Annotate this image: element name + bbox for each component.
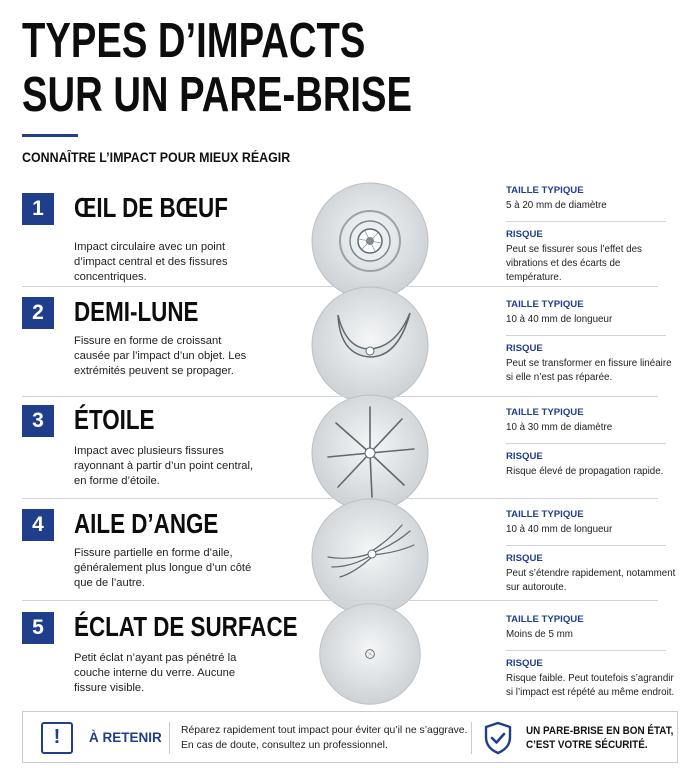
impact-name: ŒIL DE BŒUF — [74, 192, 228, 223]
exclamation-icon: ! — [41, 722, 73, 754]
impact-details — [506, 614, 676, 700]
risk-label: RISQUE — [506, 658, 543, 669]
impact-name: AILE D’ANGE — [74, 508, 219, 539]
impact-details — [506, 299, 676, 385]
reminder-box — [22, 711, 678, 763]
details-divider — [506, 650, 666, 651]
impact-description: Fissure en forme de croissant causée par l’impact d’un objet. Les extrémités peuvent se propager. — [74, 335, 247, 377]
impact-number: 3 — [22, 405, 54, 437]
size-label: TAILLE TYPIQUE — [506, 509, 584, 520]
impact-description: Impact avec plusieurs fissures rayonnant à partir d’un point central, en forme d’étoile. — [74, 445, 254, 487]
title-underline — [22, 134, 78, 137]
impact-description: Impact circulaire avec un point d’impact central et des fissures concentriques. — [74, 241, 228, 283]
size-value: 10 à 40 mm de longueur — [506, 524, 613, 535]
impact-details — [506, 185, 676, 285]
impact-details — [506, 509, 676, 595]
details-divider — [506, 221, 666, 222]
impact-details — [506, 407, 676, 479]
size-label: TAILLE TYPIQUE — [506, 299, 584, 310]
page-title — [22, 14, 537, 122]
impact-name: ÉCLAT DE SURFACE — [74, 611, 298, 642]
impact-number: 1 — [22, 193, 54, 225]
reminder-line-1: Réparez rapidement tout impact pour éviter qu’il ne s’aggrave. — [181, 725, 468, 736]
reminder-heading: À RETENIR — [89, 730, 162, 745]
half-moon-impact-illustration — [310, 285, 430, 405]
size-label: TAILLE TYPIQUE — [506, 407, 584, 418]
details-divider — [506, 335, 666, 336]
footer-divider — [471, 722, 472, 754]
reminder-text — [181, 723, 471, 753]
size-value: Moins de 5 mm — [506, 629, 573, 640]
footer-divider — [169, 722, 170, 754]
slogan-line-2: C’EST VOTRE SÉCURITÉ. — [526, 739, 648, 751]
impact-number: 2 — [22, 297, 54, 329]
impact-description: Fissure partielle en forme d’aile, généralement plus longue d’un côté que de l’autre. — [74, 547, 252, 589]
angel-wing-impact-illustration — [310, 497, 430, 617]
slogan-line-1: UN PARE-BRISE EN BON ÉTAT, — [526, 725, 674, 737]
size-label: TAILLE TYPIQUE — [506, 614, 584, 625]
title-line-1: TYPES D’IMPACTS — [22, 14, 366, 68]
impact-description: Petit éclat n’ayant pas pénétré la couche interne du verre. Aucune fissure visible. — [74, 652, 237, 694]
details-divider — [506, 443, 666, 444]
risk-value: Peut s’étendre rapidement, notamment sur autoroute. — [506, 568, 676, 593]
surface-chip-impact-illustration — [318, 602, 422, 706]
details-divider — [506, 545, 666, 546]
impact-number: 4 — [22, 509, 54, 541]
risk-value: Peut se transformer en fissure linéaire si elle n’est pas réparée. — [506, 358, 672, 383]
row-divider — [22, 600, 658, 601]
risk-label: RISQUE — [506, 451, 543, 462]
risk-value: Peut se fissurer sous l’effet des vibrations et des écarts de température. — [506, 244, 642, 283]
risk-label: RISQUE — [506, 343, 543, 354]
title-line-2: SUR UN PARE-BRISE — [22, 68, 413, 122]
risk-value: Risque élevé de propagation rapide. — [506, 466, 664, 477]
size-label: TAILLE TYPIQUE — [506, 185, 584, 196]
impact-name: DEMI-LUNE — [74, 296, 199, 327]
impact-number: 5 — [22, 612, 54, 644]
page-subtitle: CONNAÎTRE L’IMPACT POUR MIEUX RÉAGIR — [22, 150, 291, 165]
size-value: 10 à 30 mm de diamètre — [506, 422, 613, 433]
impact-name: ÉTOILE — [74, 404, 155, 435]
reminder-line-2: En cas de doute, consultez un professionnel. — [181, 740, 388, 751]
star-impact-illustration — [310, 393, 430, 513]
size-value: 10 à 40 mm de longueur — [506, 314, 613, 325]
safety-slogan — [526, 724, 674, 752]
shield-check-icon — [483, 721, 513, 755]
risk-value: Risque faible. Peut toutefois s’agrandir si l’impact est répété au même endroit. — [506, 673, 675, 698]
bullseye-impact-illustration — [310, 181, 430, 301]
size-value: 5 à 20 mm de diamètre — [506, 200, 607, 211]
risk-label: RISQUE — [506, 553, 543, 564]
risk-label: RISQUE — [506, 229, 543, 240]
